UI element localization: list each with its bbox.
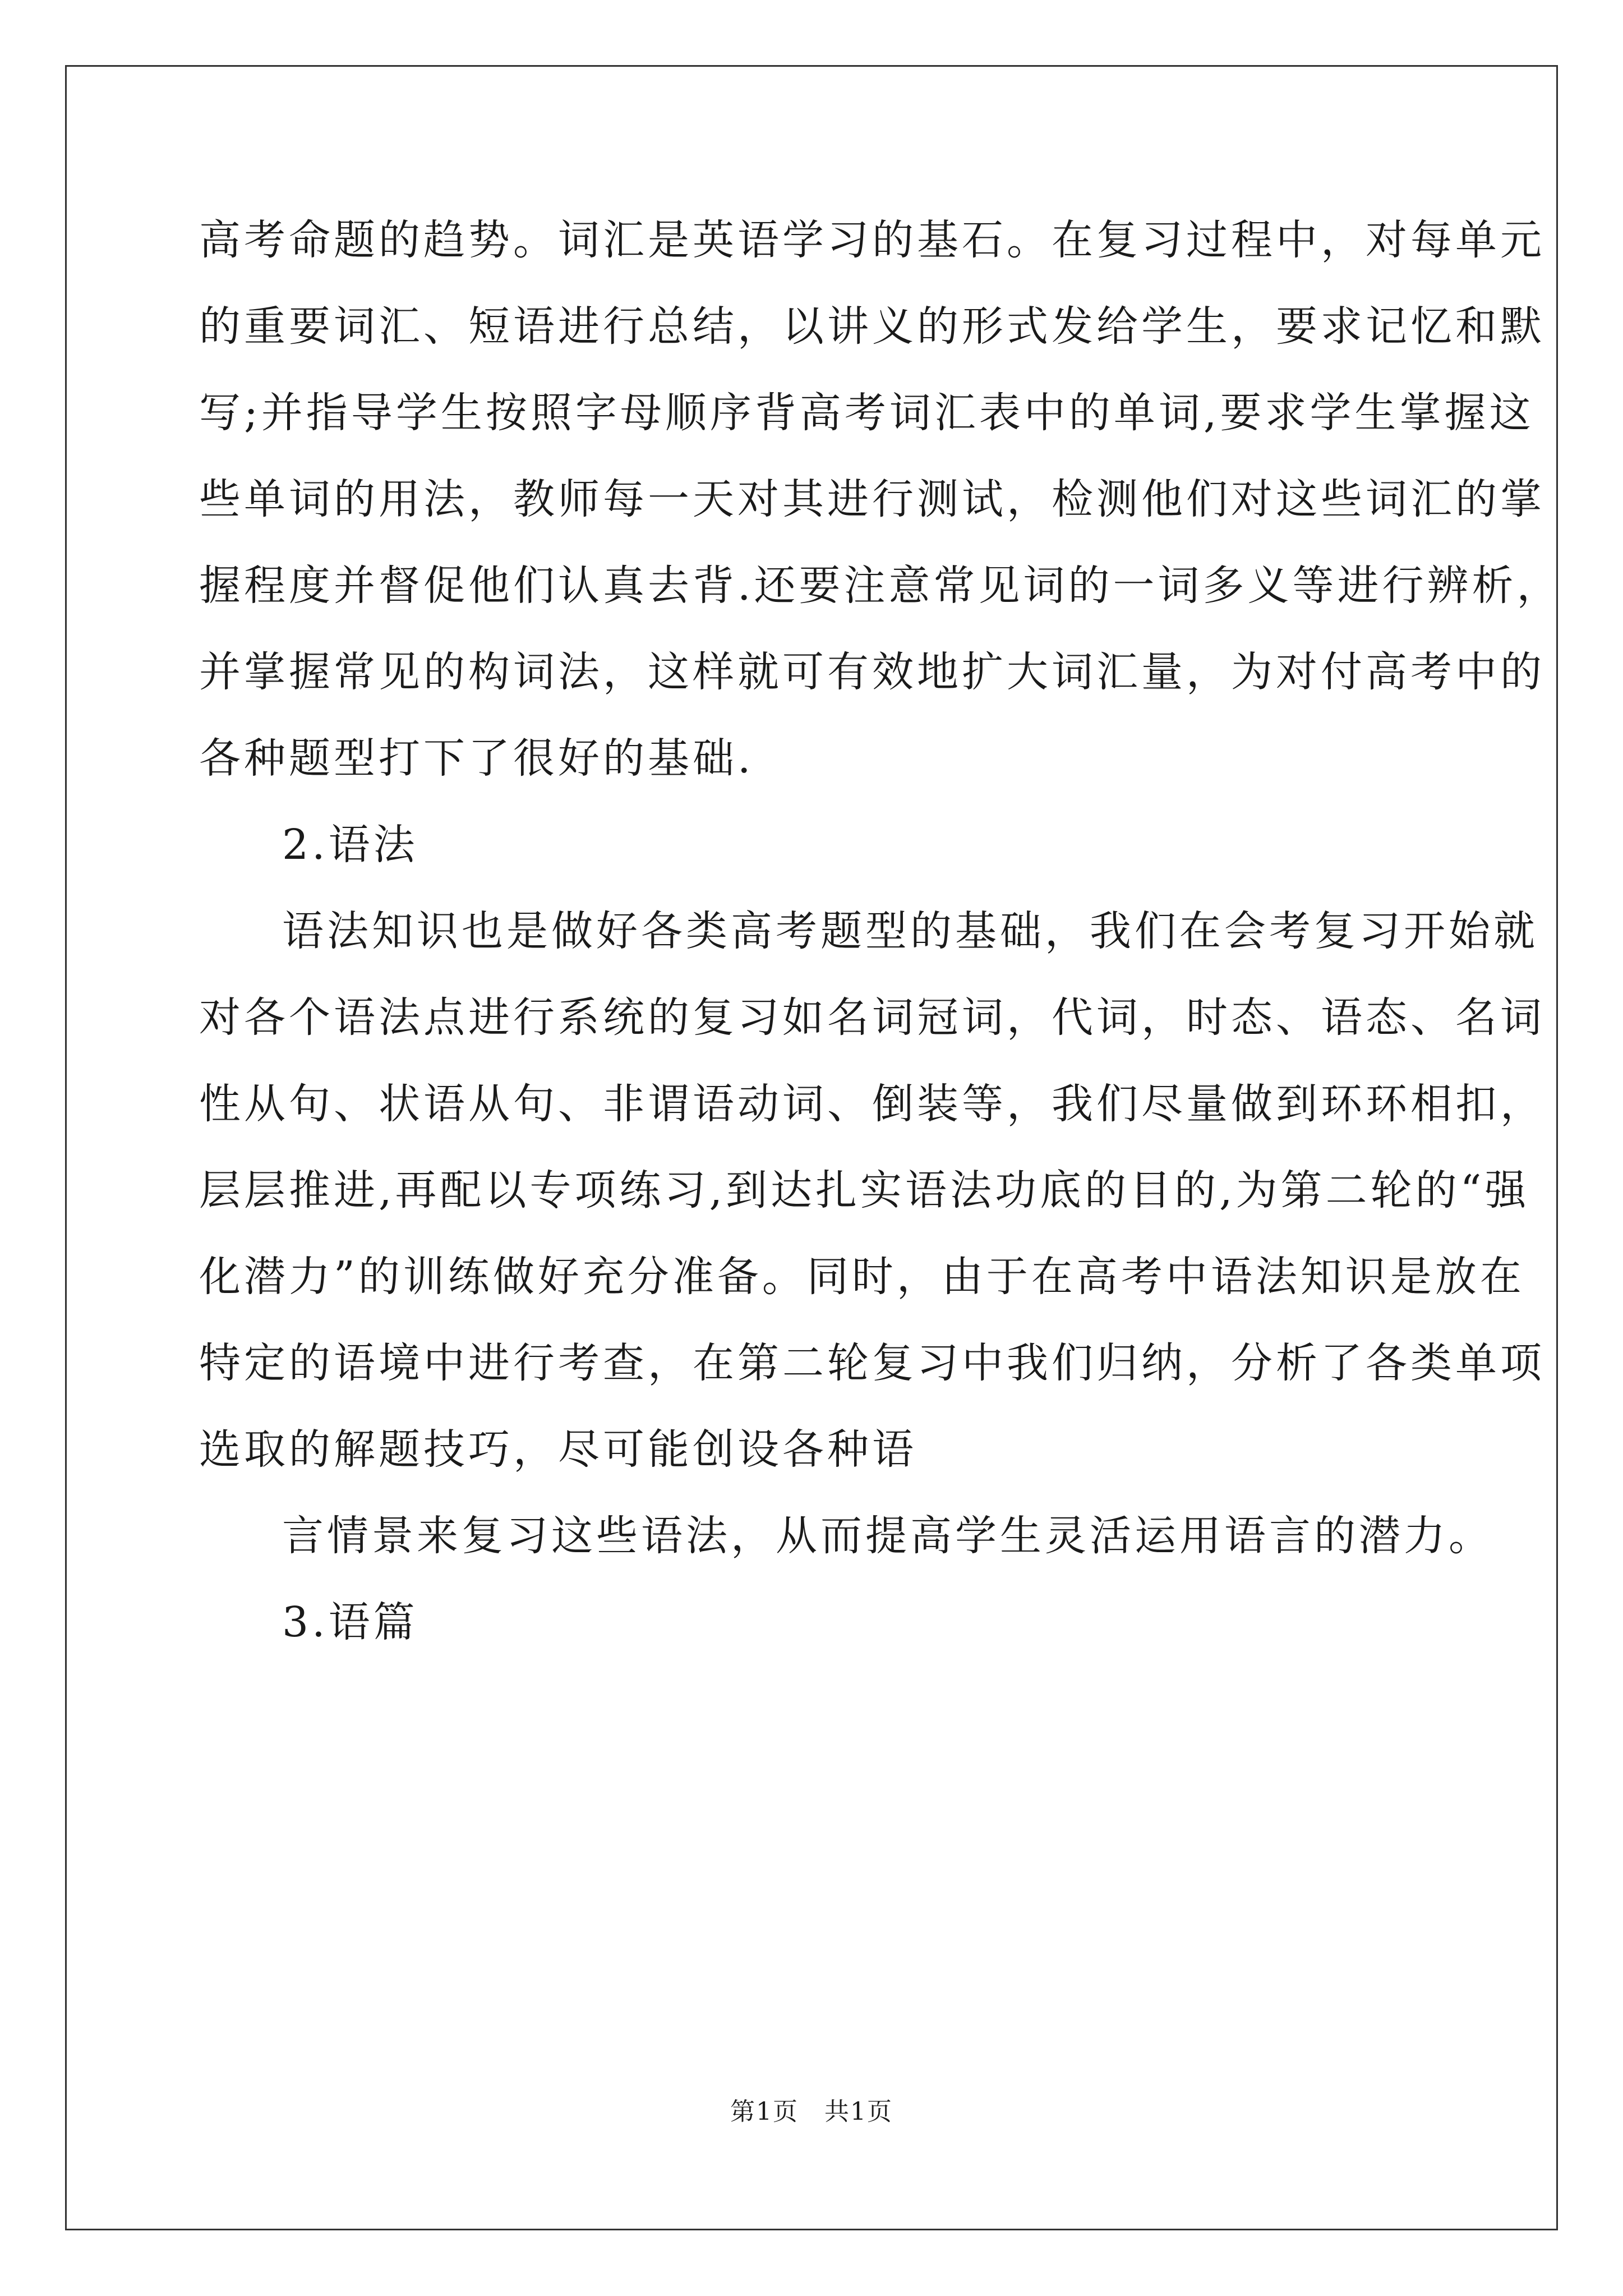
text-line: 各种题型打下了很好的基础.	[199, 734, 754, 783]
text-line: 特定的语境中进行考查，在第二轮复习中我们归纳，分析了各类单项	[199, 1339, 1545, 1387]
text-line: 言情景来复习这些语法，从而提高学生灵活运用语言的潜力。	[282, 1512, 1493, 1560]
section-heading-grammar: 2.语法	[282, 821, 418, 869]
text-line: 写;并指导学生按照字母顺序背高考词汇表中的单词,要求学生掌握这	[199, 389, 1534, 437]
section-heading-discourse: 3.语篇	[282, 1598, 418, 1646]
text-line: 些单词的用法，教师每一天对其进行测试，检测他们对这些词汇的掌	[199, 475, 1545, 523]
text-line: 性从句、状语从句、非谓语动词、倒装等，我们尽量做到环环相扣，	[199, 1080, 1545, 1128]
text-line: 并掌握常见的构词法，这样就可有效地扩大词汇量，为对付高考中的	[199, 648, 1545, 696]
text-line: 化潜力”的训练做好充分准备。同时，由于在高考中语法知识是放在	[199, 1253, 1525, 1301]
text-line: 对各个语法点进行系统的复习如名词冠词，代词，时态、语态、名词	[199, 993, 1545, 1042]
text-line: 选取的解题技巧，尽可能创设各种语	[199, 1425, 917, 1474]
text-line: 高考命题的趋势。词汇是英语学习的基石。在复习过程中，对每单元	[199, 216, 1545, 264]
text-line: 语法知识也是做好各类高考题型的基础，我们在会考复习开始就	[282, 907, 1538, 955]
text-line: 握程度并督促他们认真去背.还要注意常见词的一词多义等进行辨析，	[199, 562, 1562, 610]
text-line: 的重要词汇、短语进行总结，以讲义的形式发给学生，要求记忆和默	[199, 302, 1545, 351]
page-number-footer: 第1页 共1页	[730, 2097, 893, 2126]
text-line: 层层推进,再配以专项练习,到达扎实语法功底的目的,为第二轮的“强	[199, 1166, 1530, 1214]
